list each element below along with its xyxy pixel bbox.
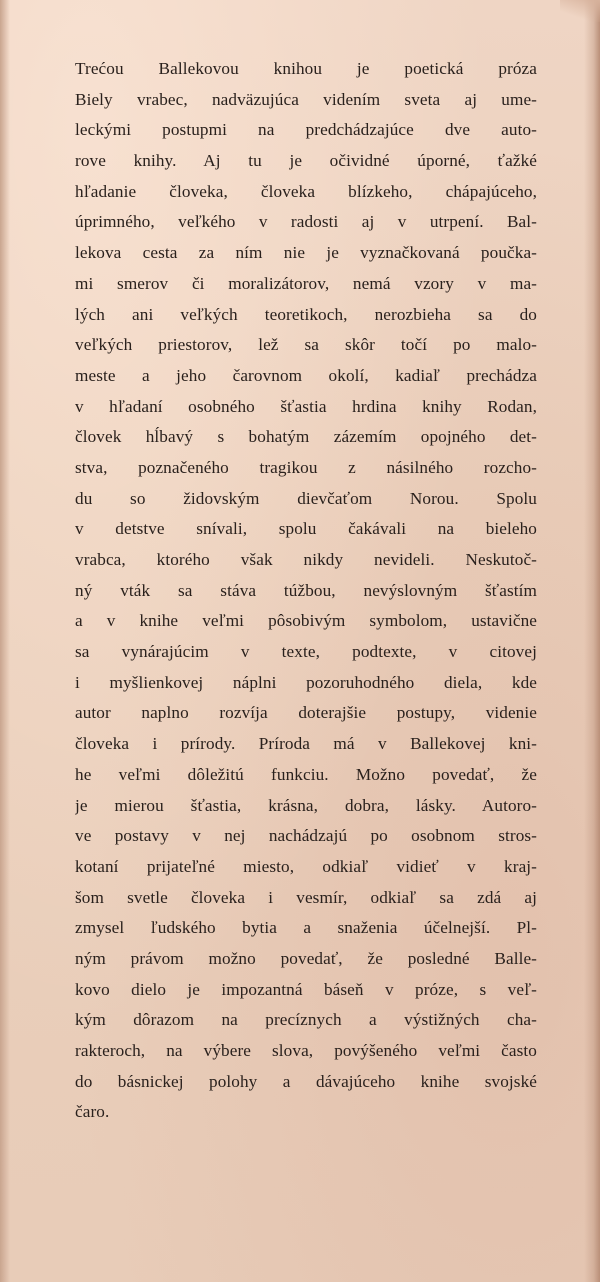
text-line: rove knihy. Aj tu je očividné úporné, ťažké	[75, 151, 537, 171]
text-line: ný vták sa stáva túžbou, nevýslovným šťastím	[75, 580, 537, 600]
page-edge-right	[584, 0, 600, 1282]
text-line: človek hĺbavý s bohatým zázemím opojného det-	[75, 427, 537, 447]
text-line: hľadanie človeka, človeka blízkeho, chápajúceho,	[75, 181, 537, 201]
text-line: Trećou Ballekovou knihou je poetická próza	[75, 59, 537, 78]
text-line: rakteroch, na výbere slova, povýšeného veľmi často	[75, 1041, 537, 1060]
text-line: kým dôrazom na precíznych a výstižných cha-	[75, 1010, 537, 1030]
text-line: lých ani veľkých teoretikoch, nerozbieha sa do	[75, 304, 537, 324]
text-line: he veľmi dôležitú funkciu. Možno povedať, že	[75, 764, 537, 784]
text-line: vrabca, ktorého však nikdy nevideli. Neskutoč-	[75, 550, 537, 569]
text-line: v hľadaní osobného šťastia hrdina knihy Rodan,	[75, 396, 537, 416]
text-line-last: čaro.	[75, 1102, 110, 1122]
text-line: kovo dielo je impozantná báseň v próze, s veľ-	[75, 979, 537, 999]
text-line: autor naplno rozvíja doterajšie postupy, videnie	[75, 703, 537, 723]
body-text	[75, 54, 537, 1128]
text-line: úprimného, veľkého v radosti aj v utrpení. Bal-	[75, 212, 537, 232]
text-line: je mierou šťastia, krásna, dobra, lásky. Autoro-	[75, 795, 537, 815]
text-line: ným právom možno povedať, že posledné Balle-	[75, 948, 537, 968]
text-line: do básnickej polohy a dávajúceho knihe svojské	[75, 1071, 537, 1091]
text-line: zmysel ľudského bytia a snaženia účelnejší. Pl-	[75, 918, 537, 938]
text-line: stva, poznačeného tragikou z násilného rozcho-	[75, 457, 537, 477]
page-edge-left	[0, 0, 10, 1282]
text-line: i myšlienkovej náplni pozoruhodného diela, kde	[75, 672, 537, 692]
text-line: sa vynárajúcim v texte, podtexte, v citovej	[75, 642, 537, 662]
text-line: v detstve snívali, spolu čakávali na bieleho	[75, 519, 537, 539]
text-line: a v knihe veľmi pôsobivým symbolom, ustavične	[75, 611, 537, 631]
text-line: du so židovským dievčaťom Norou. Spolu	[75, 488, 537, 508]
text-line: leckými postupmi na predchádzajúce dve auto-	[75, 120, 537, 140]
text-line: kotaní prijateľné miesto, odkiaľ vidieť v kraj-	[75, 856, 537, 876]
page-corner-fold	[560, 0, 600, 22]
text-line: Biely vrabec, nadväzujúca videním sveta aj ume-	[75, 89, 537, 109]
text-line: mi smerov či moralizátorov, nemá vzory v ma-	[75, 273, 537, 293]
text-line: lekova cesta za ním nie je vyznačkovaná poučka-	[75, 243, 537, 263]
text-line: človeka i prírody. Príroda má v Ballekovej kni-	[75, 734, 537, 754]
text-line: ve postavy v nej nachádzajú po osobnom stros-	[75, 826, 537, 846]
text-line: šom svetle človeka i vesmír, odkiaľ sa zdá aj	[75, 887, 537, 907]
text-line: veľkých priestorov, lež sa skôr točí po malo-	[75, 335, 537, 355]
text-line: meste a jeho čarovnom okolí, kadiaľ prechádza	[75, 365, 537, 385]
